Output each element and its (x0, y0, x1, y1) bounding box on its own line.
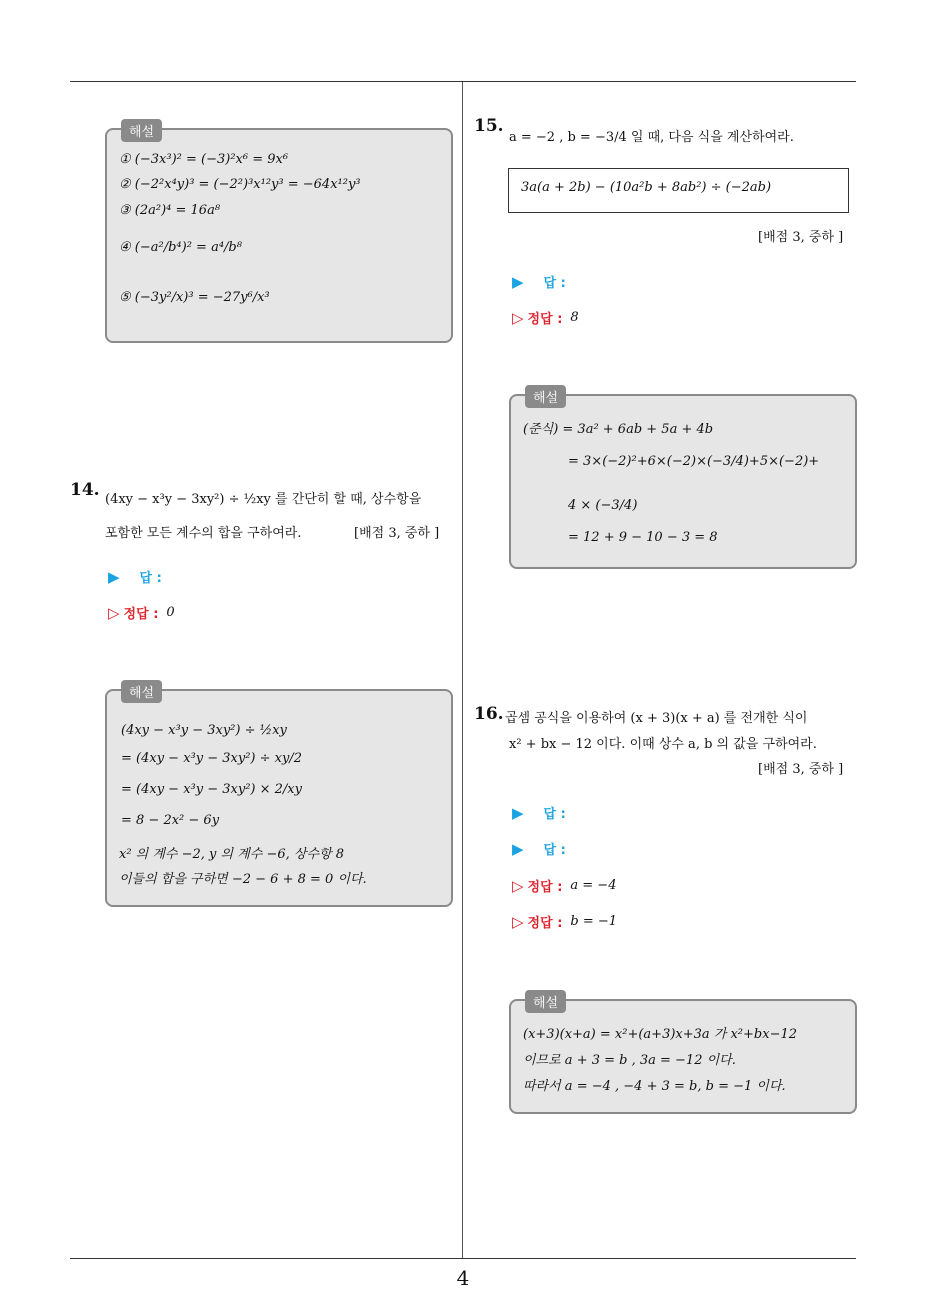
play-outline-icon: ▷ (512, 912, 524, 931)
solution-tag: 해설 (121, 680, 162, 703)
solution-line: 이들의 합을 구하면 −2 − 6 + 8 = 0 이다. (119, 872, 367, 887)
answer-label: 답 : (543, 843, 566, 858)
correct-label: 정답 : (527, 312, 563, 327)
correct-answer-row-16a (512, 876, 616, 895)
question-14-text-line1: (4xy − x³y − 3xy²) ÷ ½xy 를 간단히 할 때, 상수항을 (105, 492, 422, 507)
solution-line: 이므로 a + 3 = b , 3a = −12 이다. (523, 1053, 736, 1068)
solution-line: ⑤ (−3y²/x)³ = −27y⁶/x³ (119, 290, 270, 305)
play-icon: ▶ (512, 272, 524, 291)
answer-label: 답 : (543, 807, 566, 822)
solution-tag: 해설 (525, 990, 566, 1013)
play-icon: ▶ (108, 567, 120, 586)
solution-line: (x+3)(x+a) = x²+(a+3)x+3a 가 x²+bx−12 (523, 1027, 797, 1042)
solution-line: = (4xy − x³y − 3xy²) × 2/xy (121, 782, 302, 797)
play-icon: ▶ (512, 839, 524, 858)
play-outline-icon: ▷ (512, 308, 524, 327)
correct-answer-row-15 (512, 308, 579, 327)
question-16-text-line2: x² + bx − 12 이다. 이때 상수 a, b 의 값을 구하여라. (509, 737, 817, 752)
solution-line: = (4xy − x³y − 3xy²) ÷ xy/2 (121, 751, 302, 766)
answer-row-16a (512, 803, 566, 822)
correct-answer-value: 0 (166, 605, 175, 620)
solution-tag: 해설 (525, 385, 566, 408)
solution-line: = 12 + 9 − 10 − 3 = 8 (568, 530, 718, 545)
question-number-15: 15. (474, 116, 504, 136)
solution-box-15 (509, 391, 857, 569)
correct-answer-row-16b (512, 912, 617, 931)
solution-line: (4xy − x³y − 3xy²) ÷ ½xy (121, 723, 287, 738)
page-number: 4 (456, 1266, 470, 1290)
answer-row-15 (512, 272, 566, 291)
answer-label: 답 : (543, 276, 566, 291)
question-16-text-line1: 곱셈 공식을 이용하여 (x + 3)(x + a) 를 전개한 식이 (505, 711, 808, 726)
solution-line: ③ (2a²)⁴ = 16a⁸ (119, 203, 221, 218)
question-number-16: 16. (474, 704, 504, 724)
question-number-14: 14. (70, 480, 100, 500)
play-icon: ▶ (512, 803, 524, 822)
expression-box-15: 3a(a + 2b) − (10a²b + 8ab²) ÷ (−2ab) (508, 168, 849, 213)
solution-tag: 해설 (121, 119, 162, 142)
solution-line: ② (−2²x⁴y)³ = (−2²)³x¹²y³ = −64x¹²y³ (119, 177, 361, 192)
solution-line: ④ (−a²/b⁴)² = a⁴/b⁸ (119, 240, 242, 255)
solution-line: (준식) = 3a² + 6ab + 5a + 4b (523, 422, 714, 437)
correct-label: 정답 : (123, 607, 159, 622)
top-rule (70, 81, 856, 82)
question-15-text-line1: a = −2 , b = −3/4 일 때, 다음 식을 계산하여라. (509, 130, 794, 145)
solution-line: = 8 − 2x² − 6y (121, 813, 220, 828)
answer-row-14 (108, 567, 162, 586)
correct-answer-value: a = −4 (570, 878, 617, 893)
correct-answer-row-14 (108, 603, 175, 622)
answer-label: 답 : (139, 571, 162, 586)
correct-label: 정답 : (527, 880, 563, 895)
answer-row-16b (512, 839, 566, 858)
play-outline-icon: ▷ (512, 876, 524, 895)
correct-answer-value: 8 (570, 310, 579, 325)
solution-line: x² 의 계수 −2, y 의 계수 −6, 상수항 8 (119, 847, 344, 862)
solution-box-16 (509, 996, 857, 1114)
question-14-text-line2: 포함한 모든 계수의 합을 구하여라. (105, 526, 302, 541)
solution-line: = 3×(−2)²+6×(−2)×(−3/4)+5×(−2)+ (568, 454, 820, 469)
question-14-meta: [배점 3, 중하 ] (354, 526, 440, 541)
question-16-meta: [배점 3, 중하 ] (758, 762, 844, 777)
column-divider (462, 82, 463, 1258)
bottom-rule (70, 1258, 856, 1259)
solution-line: ① (−3x³)² = (−3)²x⁶ = 9x⁶ (119, 152, 289, 167)
solution-line: 4 × (−3/4) (568, 498, 638, 513)
question-15-meta: [배점 3, 중하 ] (758, 230, 844, 245)
correct-answer-value: b = −1 (570, 914, 618, 929)
correct-label: 정답 : (527, 916, 563, 931)
solution-box-13 (105, 125, 453, 343)
solution-line: 따라서 a = −4 , −4 + 3 = b, b = −1 이다. (523, 1079, 786, 1094)
solution-box-14 (105, 686, 453, 907)
play-outline-icon: ▷ (108, 603, 120, 622)
